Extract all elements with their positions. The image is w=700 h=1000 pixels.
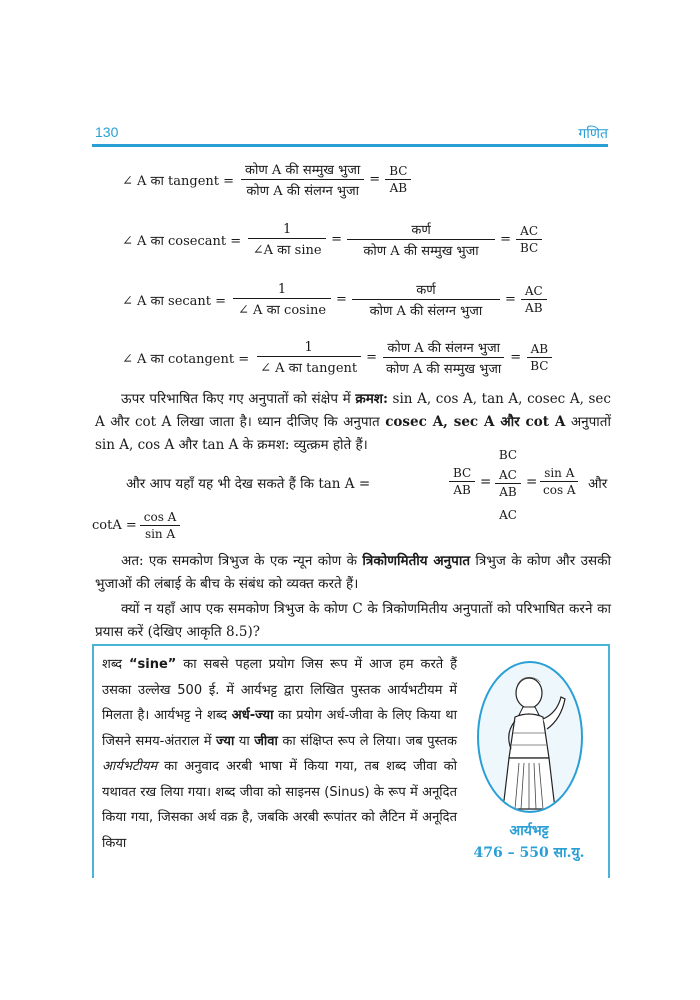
- equals: =: [331, 232, 343, 247]
- text-bold: त्रिकोणमितीय अनुपात: [362, 553, 471, 569]
- text-run: का सबसे पहला प्रयोग जिस रूप में आज हम करते हैं उसका उल्लेख 500 ई. में आर्यभट्ट द्वारा लिखित पुस्तक आर्यभटीयम में मिलता है। आर्यभट्ट ने शब्द: [102, 657, 457, 723]
- text-bold: जीवा: [254, 733, 278, 749]
- denominator: AB: [453, 483, 471, 497]
- fraction: [516, 224, 542, 255]
- text-run: या: [234, 733, 255, 749]
- denominator: कोण A की संलग्न भुजा: [246, 184, 359, 199]
- numerator: BC: [449, 466, 475, 482]
- denominator: AB: [525, 301, 543, 315]
- portrait-illustration: [479, 663, 581, 811]
- header-rule: [92, 144, 608, 147]
- text-run: का प्रयोग अर्ध-जीवा के लिए किया था जिसने समय-अंतराल में: [102, 708, 457, 749]
- equals: =: [336, 292, 347, 307]
- numerator: कर्ण: [352, 280, 500, 300]
- page-number: 130: [95, 124, 119, 140]
- equals: =: [510, 350, 522, 365]
- fraction: [248, 222, 326, 258]
- text-bold: अर्ध-ज्या: [231, 708, 274, 723]
- fraction: [140, 510, 181, 541]
- aryabhata-portrait: [477, 661, 583, 813]
- history-box: [92, 644, 610, 878]
- denominator: AB: [499, 485, 517, 499]
- equation-lhs: ∠ A का cosecant =: [122, 233, 242, 249]
- fraction: [449, 466, 475, 497]
- text-run: अनुपातों sin A, cos A और tan A के क्रमश: व्युत्क्रम होते हैं।: [95, 414, 611, 453]
- denominator: ∠A का sine: [252, 242, 322, 258]
- fraction: [256, 340, 361, 376]
- equation-secant: [122, 280, 550, 319]
- fraction: [539, 466, 580, 497]
- denominator: AB: [389, 181, 408, 195]
- numerator: AC: [521, 284, 547, 300]
- fraction-bottom: AC: [499, 508, 517, 522]
- numerator: sin A: [540, 466, 578, 482]
- text-run: और आप यहाँ यह भी देख सकते हैं कि tan A =: [126, 476, 371, 492]
- fraction: [526, 342, 552, 373]
- numerator: 1: [233, 282, 331, 299]
- text-run: sin A, cos A, tan A, cosec A, sec A और cot A लिखा जाता है। ध्यान दीजिए कि अनुपात: [95, 391, 611, 430]
- numerator: 1: [248, 222, 326, 239]
- denominator: ∠ A का tangent: [260, 360, 358, 376]
- fraction: [241, 160, 364, 199]
- equation-cosecant: [122, 220, 545, 259]
- equation-tangent: [122, 160, 414, 199]
- denominator: कोण A की संलग्न भुजा: [369, 304, 483, 319]
- numerator: AB: [527, 342, 552, 358]
- fraction: [382, 338, 505, 377]
- numerator: कोण A की सम्मुख भुजा: [241, 160, 364, 180]
- text-bold: “sine”: [128, 657, 177, 672]
- numerator: कर्ण: [347, 220, 495, 240]
- text-run: का अनुवाद अरबी भाषा में किया गया, तब शब्द जीवा को यथावत रख लिया गया। शब्द जीवा को साइनस (Sinus) के रूप में अनूदित किया गया, जिसका अर्थ वक्र है, जबकि अरबी रूपांतर को लैटिन में अनूदित किया: [102, 759, 457, 851]
- fraction: [495, 468, 521, 499]
- fraction: [347, 220, 495, 259]
- paragraph-tan-identity: [122, 446, 612, 522]
- numerator: 1: [257, 340, 361, 357]
- equation-lhs: cotA =: [92, 518, 137, 533]
- denominator: ∠ A का cosine: [238, 302, 327, 318]
- text-run: शब्द: [102, 657, 129, 672]
- text-run: अत: एक समकोण त्रिभुज के एक न्यून कोण के: [121, 553, 363, 569]
- paragraph-trig-ratio: [95, 550, 611, 596]
- numerator: AC: [516, 224, 542, 240]
- equation-cot-identity: [92, 510, 183, 541]
- equation-lhs: ∠ A का secant =: [122, 293, 227, 309]
- fraction-top: BC: [498, 448, 518, 462]
- text-run: क्यों न यहाँ आप एक समकोण त्रिभुज के कोण C के त्रिकोणमितीय अनुपातों को परिभाषित करने का प्रयास करें (देखिए आकृति 8.5)?: [95, 601, 611, 640]
- denominator: sin A: [144, 527, 176, 541]
- equation-lhs: ∠ A का cotangent =: [122, 351, 250, 367]
- text-bold: ज्या: [215, 733, 235, 749]
- denominator: BC: [519, 241, 539, 255]
- denominator: कोण A की सम्मुख भुजा: [386, 362, 502, 377]
- equation-lhs: ∠ A का tangent =: [122, 173, 235, 189]
- equals: =: [369, 172, 381, 187]
- caption-name: आर्यभट्ट: [509, 823, 549, 839]
- fraction: [233, 282, 331, 318]
- paragraph-angle-c: [95, 598, 611, 644]
- text-bold: cosec A, sec A और cot A: [385, 414, 566, 430]
- text-run: त्रिभुज के कोण और उसकी भुजाओं की लंबाई के बीच के संबंध को व्यक्त करते हैं।: [95, 553, 612, 592]
- equation-cotangent: [122, 338, 555, 377]
- history-text: [102, 652, 457, 856]
- numerator: cos A: [140, 510, 181, 526]
- text-run: का संक्षिप्त रूप ले लिया। जब पुस्तक: [277, 733, 457, 749]
- subject-title: गणित: [578, 126, 608, 142]
- denominator: cos A: [543, 483, 576, 497]
- fraction: [385, 164, 411, 195]
- text-italic: आर्यभटीयम: [102, 759, 158, 774]
- numerator: BC: [385, 164, 411, 180]
- text-run: और: [588, 476, 608, 492]
- fraction: [352, 280, 500, 319]
- equals: =: [366, 350, 378, 365]
- text-run: ऊपर परिभाषित किए गए अनुपातों को संक्षेप में: [121, 391, 356, 407]
- caption-years: 476 – 550 सा.यु.: [473, 845, 585, 861]
- equals: =: [526, 474, 538, 490]
- equals: =: [504, 292, 516, 307]
- numerator: कोण A की संलग्न भुजा: [383, 338, 504, 358]
- fraction: [521, 284, 547, 315]
- equals: =: [480, 474, 492, 490]
- text-bold: क्रमश:: [355, 391, 388, 407]
- numerator: AC: [495, 468, 521, 484]
- denominator: कोण A की सम्मुख भुजा: [363, 244, 479, 259]
- denominator: BC: [530, 359, 549, 373]
- equals: =: [500, 232, 511, 247]
